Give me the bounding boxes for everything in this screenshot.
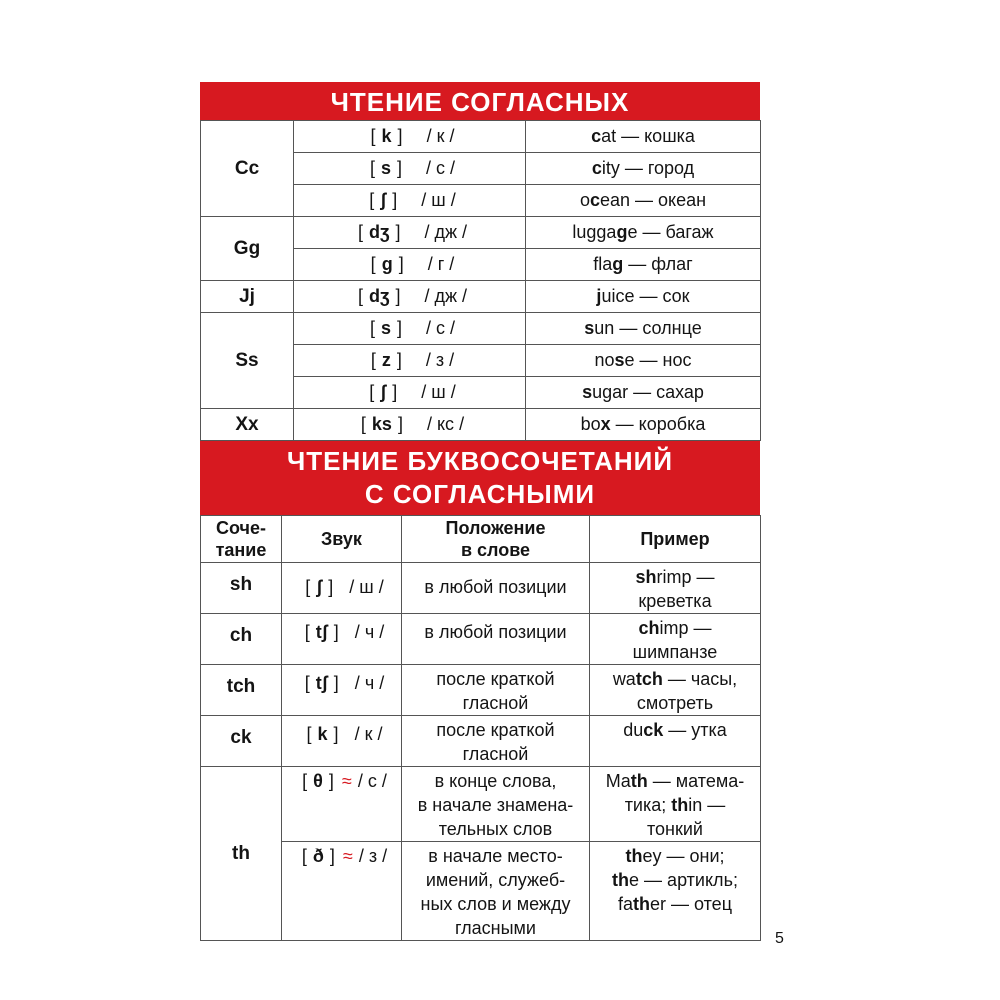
- table-row: [201, 313, 761, 345]
- sound-cell: [ θ ] ≈ / с /: [282, 767, 402, 842]
- table-row: [201, 716, 761, 767]
- letter-cell: Gg: [201, 217, 294, 281]
- position-cell: в начале место- имений, служеб- ных слов и между гласными: [402, 842, 590, 941]
- combo-cell: th: [201, 767, 282, 941]
- table-row: [201, 842, 761, 941]
- example-cell: Math — матема- тика; thin — тонкий: [590, 767, 761, 842]
- example-cell: sun — солнце: [526, 313, 761, 345]
- table-row: [201, 217, 761, 249]
- sound-cell: [ ʃ ] / ш /: [294, 377, 526, 409]
- sound-cell: [ ʃ ] / ш /: [282, 563, 402, 614]
- combo-cell: ck: [201, 716, 282, 767]
- sound-cell: [ ð ] ≈ / з /: [282, 842, 402, 941]
- table-row: [201, 665, 761, 716]
- header-sound: Звук: [282, 516, 402, 563]
- example-cell: nose — нос: [526, 345, 761, 377]
- combo-cell: tch: [201, 665, 282, 716]
- table-row: [201, 614, 761, 665]
- sound-cell: [ k ] / к /: [282, 716, 402, 767]
- example-cell: watch — часы, смотреть: [590, 665, 761, 716]
- table-row: [201, 767, 761, 842]
- position-cell: в любой позиции: [402, 614, 590, 665]
- table-row: [201, 409, 761, 441]
- example-cell: juice — сок: [526, 281, 761, 313]
- reference-sheet: [200, 82, 760, 941]
- sound-cell: [ s ] / с /: [294, 313, 526, 345]
- combo-cell: ch: [201, 614, 282, 665]
- sound-cell: [ ks ] / кс /: [294, 409, 526, 441]
- section1-title: ЧТЕНИЕ СОГЛАСНЫХ: [200, 82, 760, 120]
- position-cell: в конце слова, в начале знамена- тельных слов: [402, 767, 590, 842]
- sound-cell: [ tʃ ] / ч /: [282, 665, 402, 716]
- position-cell: после краткой гласной: [402, 665, 590, 716]
- position-cell: после краткой гласной: [402, 716, 590, 767]
- page-number: 5: [775, 930, 784, 947]
- example-cell: flag — флаг: [526, 249, 761, 281]
- sound-cell: [ s ] / с /: [294, 153, 526, 185]
- sound-cell: [ dʒ ] / дж /: [294, 217, 526, 249]
- letter-cell: Jj: [201, 281, 294, 313]
- sound-cell: [ z ] / з /: [294, 345, 526, 377]
- example-cell: box — коробка: [526, 409, 761, 441]
- letter-cell: Ss: [201, 313, 294, 409]
- example-cell: shrimp — креветка: [590, 563, 761, 614]
- header-position: Положение в слове: [402, 516, 590, 563]
- example-cell: ocean — океан: [526, 185, 761, 217]
- letter-cell: Xx: [201, 409, 294, 441]
- header-row: [201, 516, 761, 563]
- letter-cell: Cc: [201, 121, 294, 217]
- sound-cell: [ k ] / к /: [294, 121, 526, 153]
- section2-title: ЧТЕНИЕ БУКВОСОЧЕТАНИЙ С СОГЛАСНЫМИ: [200, 441, 760, 515]
- example-cell: duck — утка: [590, 716, 761, 767]
- sound-cell: [ g ] / г /: [294, 249, 526, 281]
- example-cell: sugar — сахар: [526, 377, 761, 409]
- position-cell: в любой позиции: [402, 563, 590, 614]
- sound-cell: [ tʃ ] / ч /: [282, 614, 402, 665]
- example-cell: cat — кошка: [526, 121, 761, 153]
- combo-cell: sh: [201, 563, 282, 614]
- table-row: [201, 563, 761, 614]
- example-cell: they — они; the — артикль; father — отец: [590, 842, 761, 941]
- example-cell: luggage — багаж: [526, 217, 761, 249]
- sound-cell: [ ʃ ] / ш /: [294, 185, 526, 217]
- header-combo: Соче- тание: [201, 516, 282, 563]
- header-example: Пример: [590, 516, 761, 563]
- combinations-table: [200, 515, 761, 941]
- table-row: [201, 121, 761, 153]
- sound-cell: [ dʒ ] / дж /: [294, 281, 526, 313]
- consonants-table: [200, 120, 761, 441]
- example-cell: chimp — шимпанзе: [590, 614, 761, 665]
- example-cell: city — город: [526, 153, 761, 185]
- table-row: [201, 281, 761, 313]
